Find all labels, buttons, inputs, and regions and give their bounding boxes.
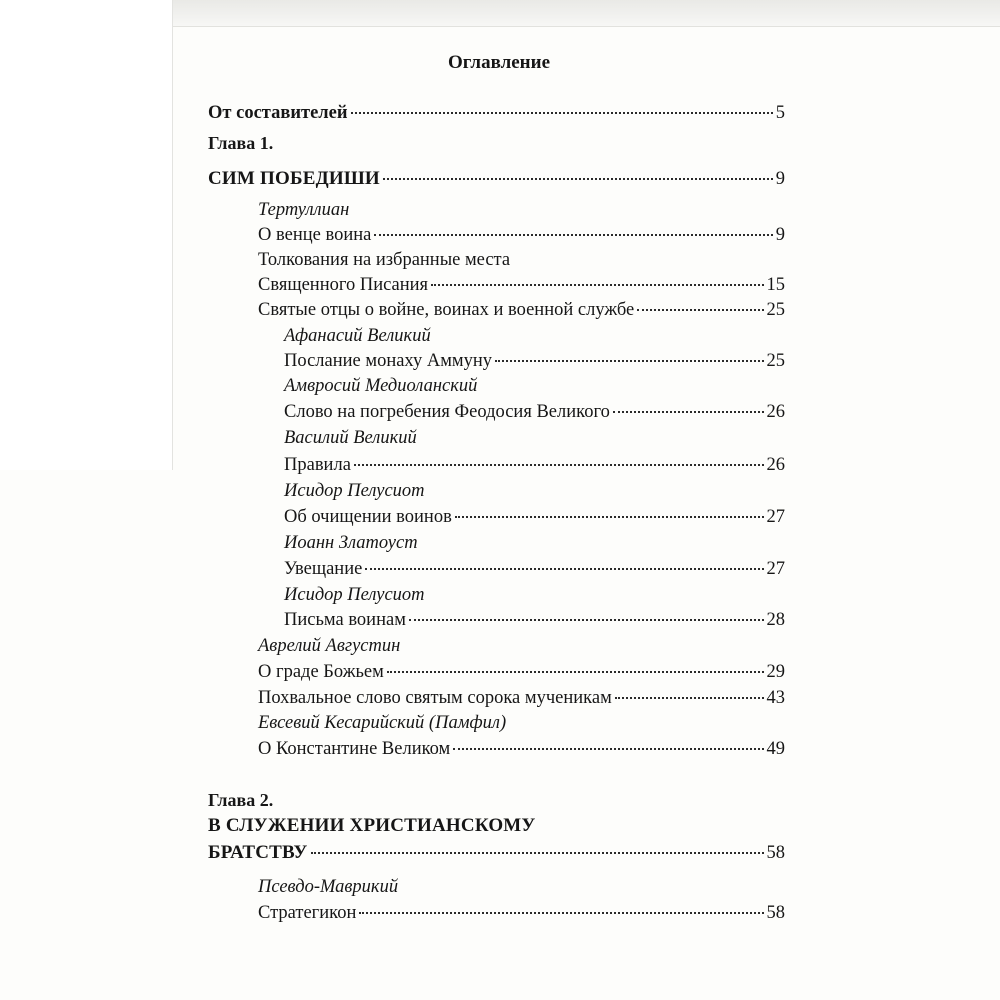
dot-leader [453, 748, 763, 750]
author-name: Исидор Пелусиот [284, 481, 425, 501]
author-name: Иоанн Златоуст [284, 533, 418, 553]
dot-leader [354, 464, 764, 466]
author-name: Аврелий Августин [258, 636, 401, 656]
dot-leader [615, 697, 764, 699]
chapter-2-title: В СЛУЖЕНИИ ХРИСТИАНСКОМУ [208, 815, 536, 836]
chapter-1-label: Глава 1. [208, 133, 274, 153]
toc-entry[interactable]: Об очищении воинов 27 [284, 507, 785, 527]
toc-entry[interactable]: О Константине Великом 49 [258, 739, 785, 759]
author-name: Афанасий Великий [284, 326, 431, 346]
chapter-2-label: Глава 2. [208, 790, 274, 810]
toc-entry[interactable]: Похвальное слово святым сорока мученикам 43 [258, 688, 785, 708]
toc-heading: Оглавление [447, 52, 551, 73]
toc-entry[interactable]: Священного Писания 15 [258, 275, 785, 295]
dot-leader [374, 234, 772, 236]
dot-leader [637, 309, 763, 311]
toc-entry[interactable]: О венце воина 9 [258, 225, 785, 245]
author-name: Василий Великий [284, 428, 417, 448]
dot-leader [365, 568, 763, 570]
dot-leader [359, 912, 763, 914]
author-name: Амвросий Медиоланский [284, 376, 478, 396]
toc-entry-chapter-1[interactable]: СИМ ПОБЕДИШИ 9 [208, 168, 785, 189]
dot-leader [409, 619, 764, 621]
dot-leader [383, 178, 773, 180]
toc-entry[interactable]: Послание монаху Аммуну 25 [284, 351, 785, 371]
toc-entry[interactable]: Святые отцы о войне, воинах и военной службе 25 [258, 300, 785, 320]
toc-entry-preface[interactable]: От составителей 5 [208, 103, 785, 123]
author-name: Евсевий Кесарийский (Памфил) [258, 713, 507, 733]
dot-leader [431, 284, 763, 286]
toc-entry-chapter-2[interactable]: БРАТСТВУ 58 [208, 842, 785, 863]
dot-leader [613, 411, 764, 413]
author-name: Псевдо-Маврикий [258, 877, 399, 897]
toc-entry[interactable]: О граде Божьем 29 [258, 662, 785, 682]
dot-leader [455, 516, 764, 518]
toc-entry[interactable]: Правила 26 [284, 455, 785, 475]
toc-entry[interactable]: Увещание 27 [284, 559, 785, 579]
author-name: Тертуллиан [258, 200, 350, 220]
dot-leader [495, 360, 763, 362]
dot-leader [311, 852, 764, 854]
dot-leader [387, 671, 764, 673]
page-top-edge [172, 0, 1000, 27]
author-name: Исидор Пелусиот [284, 585, 425, 605]
toc-entry[interactable]: Слово на погребения Феодосия Великого 26 [284, 402, 785, 422]
dot-leader [351, 112, 773, 114]
toc-entry[interactable]: Письма воинам 28 [284, 610, 785, 630]
toc-entry-text: Толкования на избранные места [258, 250, 511, 270]
toc-entry[interactable]: Стратегикон 58 [258, 903, 785, 923]
